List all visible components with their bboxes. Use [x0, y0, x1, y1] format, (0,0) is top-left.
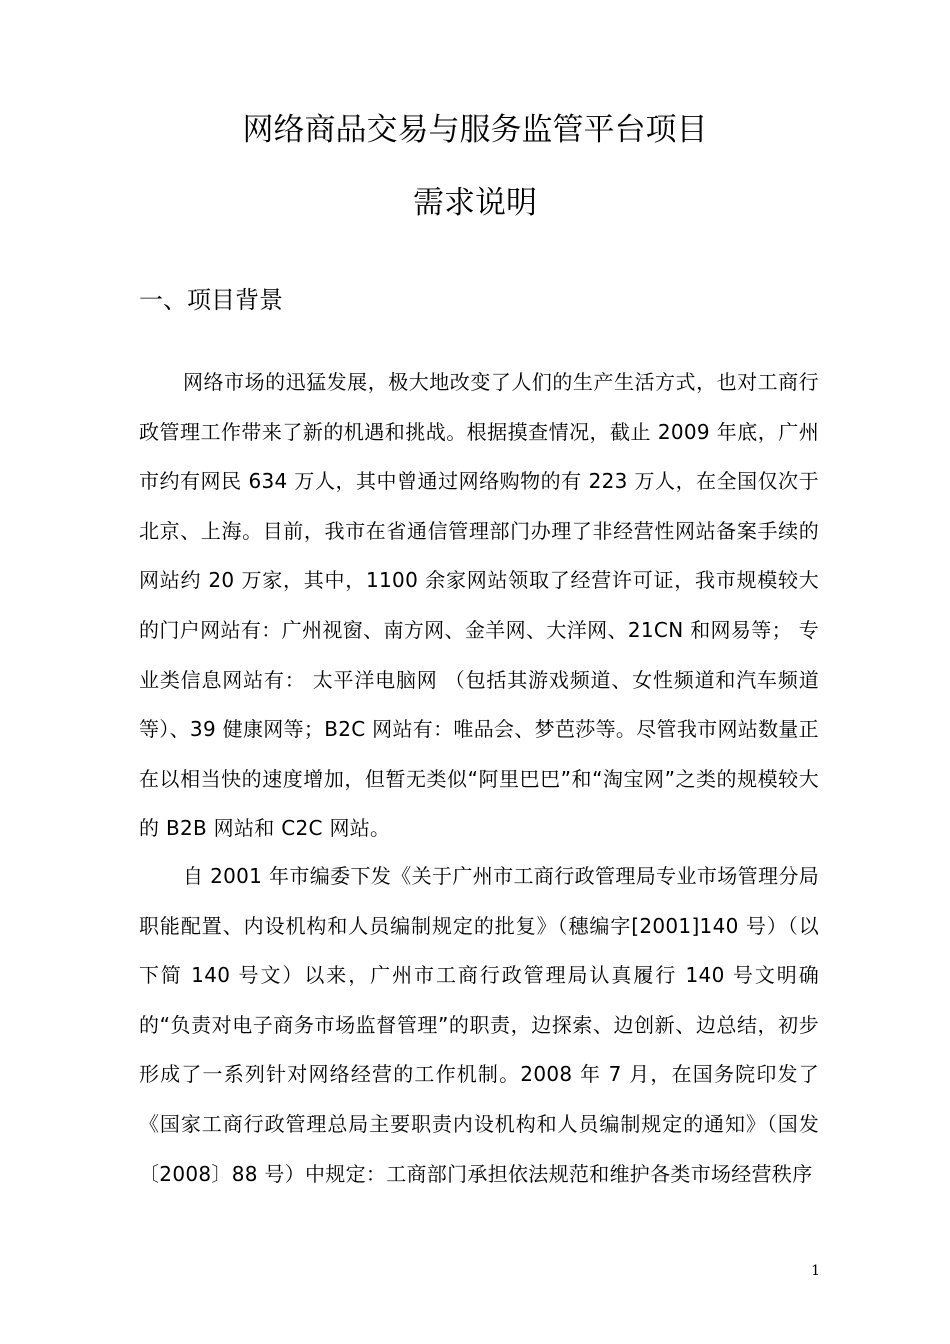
- document-subtitle: 需求说明: [413, 185, 537, 221]
- page-number: 1: [811, 1263, 820, 1279]
- document-title: 网络商品交易与服务监管平台项目: [242, 112, 708, 148]
- body-paragraph: 自 2001 年市编委下发《关于广州市工商行政管理局专业市场管理分局职能配置、内设机构和人员编制规定的批复》（穗编字[2001]140 号）（以下简 140 号文）以来，广州市工商行政管理局认真履行 140 号文明确的“负责对电子商务市场监督管理”的职责，边探索、边创新、边总结，初步形成了一系列针对网络经营的工作机制。2008 年 7 月，在国务院印发了《国家工商行政管理总局主要职责内设机构和人员编制规定的通知》（国发〔2008〕88 号）中规定：工商部门承担依法规范和维护各类市场经营秩序: [139, 864, 819, 1186]
- body-paragraph: 网络市场的迅猛发展，极大地改变了人们的生产生活方式，也对工商行政管理工作带来了新的机遇和挑战。根据摸查情况，截止 2009 年底，广州市约有网民 634 万人，其中曾通过网络购物的有 223 万人，在全国仅次于北京、上海。目前，我市在省通信管理部门办理了非经营性网站备案手续的网站约 20 万家，其中，1100 余家网站领取了经营许可证，我市规模较大的门户网站有：广州视窗、南方网、金羊网、大洋网、21CN 和网易等； 专业类信息网站有： 太平洋电脑网 （包括其游戏频道、女性频道和汽车频道等）、39 健康网等；B2C 网站有：唯品会、梦芭莎等。尽管我市网站数量正在以相当快的速度增加，但暂无类似“阿里巴巴”和“淘宝网”之类的规模较大的 B2B 网站和 C2C 网站。: [139, 370, 819, 841]
- section-heading: 一、项目背景: [139, 286, 283, 314]
